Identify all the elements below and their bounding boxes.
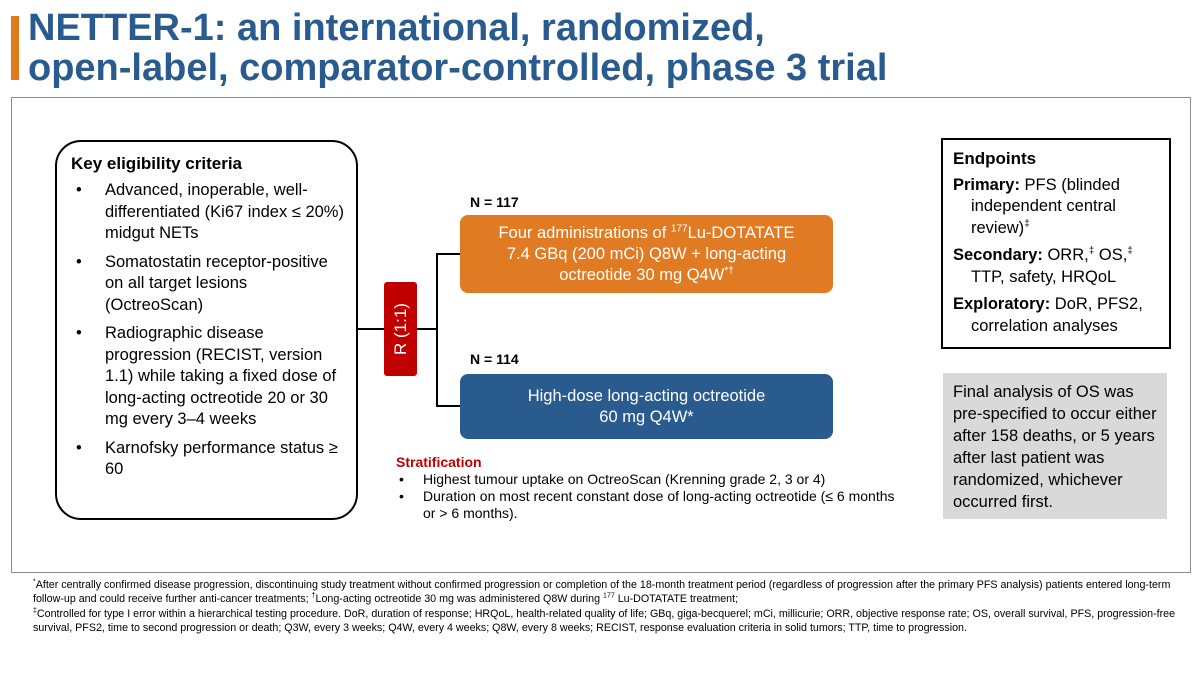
- stratification-block: [396, 454, 896, 522]
- stratification-heading: Stratification: [396, 454, 482, 470]
- randomization-box: [384, 282, 417, 376]
- randomization-label: R (1:1): [390, 303, 410, 355]
- octreotide-arm-line1: High-dose long-acting octreotide: [527, 386, 766, 405]
- stratification-item: • Highest tumour uptake on OctreoScan (Krenning grade 2, 3 or 4): [396, 471, 896, 488]
- os-analysis-note: Final analysis of OS was pre-specified to occur either after 158 deaths, or 5 years after last patient was randomized, whichever occurred first.: [943, 373, 1167, 519]
- footnotes: [33, 578, 1183, 635]
- connector-randomization-out: [417, 328, 437, 330]
- lutetium-arm-line1: Four administrations of $^{177}$Lu-DOTATATE: [498, 223, 795, 242]
- endpoint-primary: Primary: PFS (blinded independent central review)‡: [953, 175, 1120, 237]
- footnote-2: ‡Controlled for type I error within a hierarchical testing procedure. DoR, duration of response; HRQoL, health-related quality of life; GBq, giga-becquerel; mCi, millicurie; ORR, objective response rate; OS, overall survival, PFS, progression-free survival, PFS2, time to second progression or death; Q3W, every 3 weeks; Q4W, every 4 weeks; Q8W, every 8 weeks; RECIST, response evaluation criteria in solid tumors; TTP, time to progression.: [33, 607, 1176, 634]
- stratification-list: [396, 471, 896, 522]
- title-accent-bar: [11, 16, 19, 80]
- eligibility-item: • Advanced, inoperable, well-differentiated (Ki67 index ≤ 20%) midgut NETs: [71, 180, 346, 245]
- connector-vertical: [436, 253, 438, 407]
- octreotide-arm-n: N = 114: [470, 351, 519, 367]
- connector-to-lutetium-arm: [436, 253, 460, 255]
- lutetium-arm-box: [460, 215, 833, 293]
- eligibility-item: • Radiographic disease progression (RECIST, version 1.1) while taking a fixed dose of long-acting octreotide 20 or 30 mg every 3–4 weeks: [71, 323, 346, 431]
- lutetium-arm-line3: octreotide 30 mg Q4W*†: [559, 265, 734, 284]
- eligibility-item: • Somatostatin receptor-positive on all target lesions (OctreoScan): [71, 252, 346, 317]
- page-title-line1: NETTER-1: an international, randomized,: [28, 7, 765, 49]
- lutetium-arm-n: N = 117: [470, 194, 519, 210]
- stratification-item: • Duration on most recent constant dose of long-acting octreotide (≤ 6 months or > 6 months).: [396, 488, 896, 522]
- octreotide-arm-line2: 60 mg Q4W*: [599, 407, 694, 426]
- endpoints-box: [941, 138, 1171, 349]
- eligibility-list: [71, 180, 346, 481]
- footnote-1: *After centrally confirmed disease progression, discontinuing study treatment without confirmed progression or completion of the 18-month treatment period (regardless of progression after the primary PFS analysis) patients entered long-term follow-up and could receive further anti-cancer treatments; †Long-acting octreotide 30 mg was administered Q8W during $^{177}$ Lu-DOTATATE treatment;: [33, 578, 1171, 606]
- eligibility-heading: Key eligibility criteria: [71, 154, 243, 173]
- page-title: [28, 8, 1188, 88]
- lutetium-arm-line2: 7.4 GBq (200 mCi) Q8W + long-acting: [506, 244, 787, 263]
- endpoints-heading: Endpoints: [953, 149, 1037, 168]
- endpoint-exploratory: Exploratory: DoR, PFS2, correlation analyses: [953, 295, 1143, 335]
- connector-to-octreotide-arm: [436, 405, 460, 407]
- octreotide-arm-box: [460, 374, 833, 439]
- eligibility-item: • Karnofsky performance status ≥ 60: [71, 438, 346, 481]
- page-title-line2: open-label, comparator-controlled, phase 3 trial: [28, 47, 888, 89]
- eligibility-box: [55, 140, 358, 520]
- connector-eligibility-to-randomization: [358, 328, 385, 330]
- endpoint-secondary: Secondary: ORR,‡ OS,‡ TTP, safety, HRQoL: [953, 245, 1133, 286]
